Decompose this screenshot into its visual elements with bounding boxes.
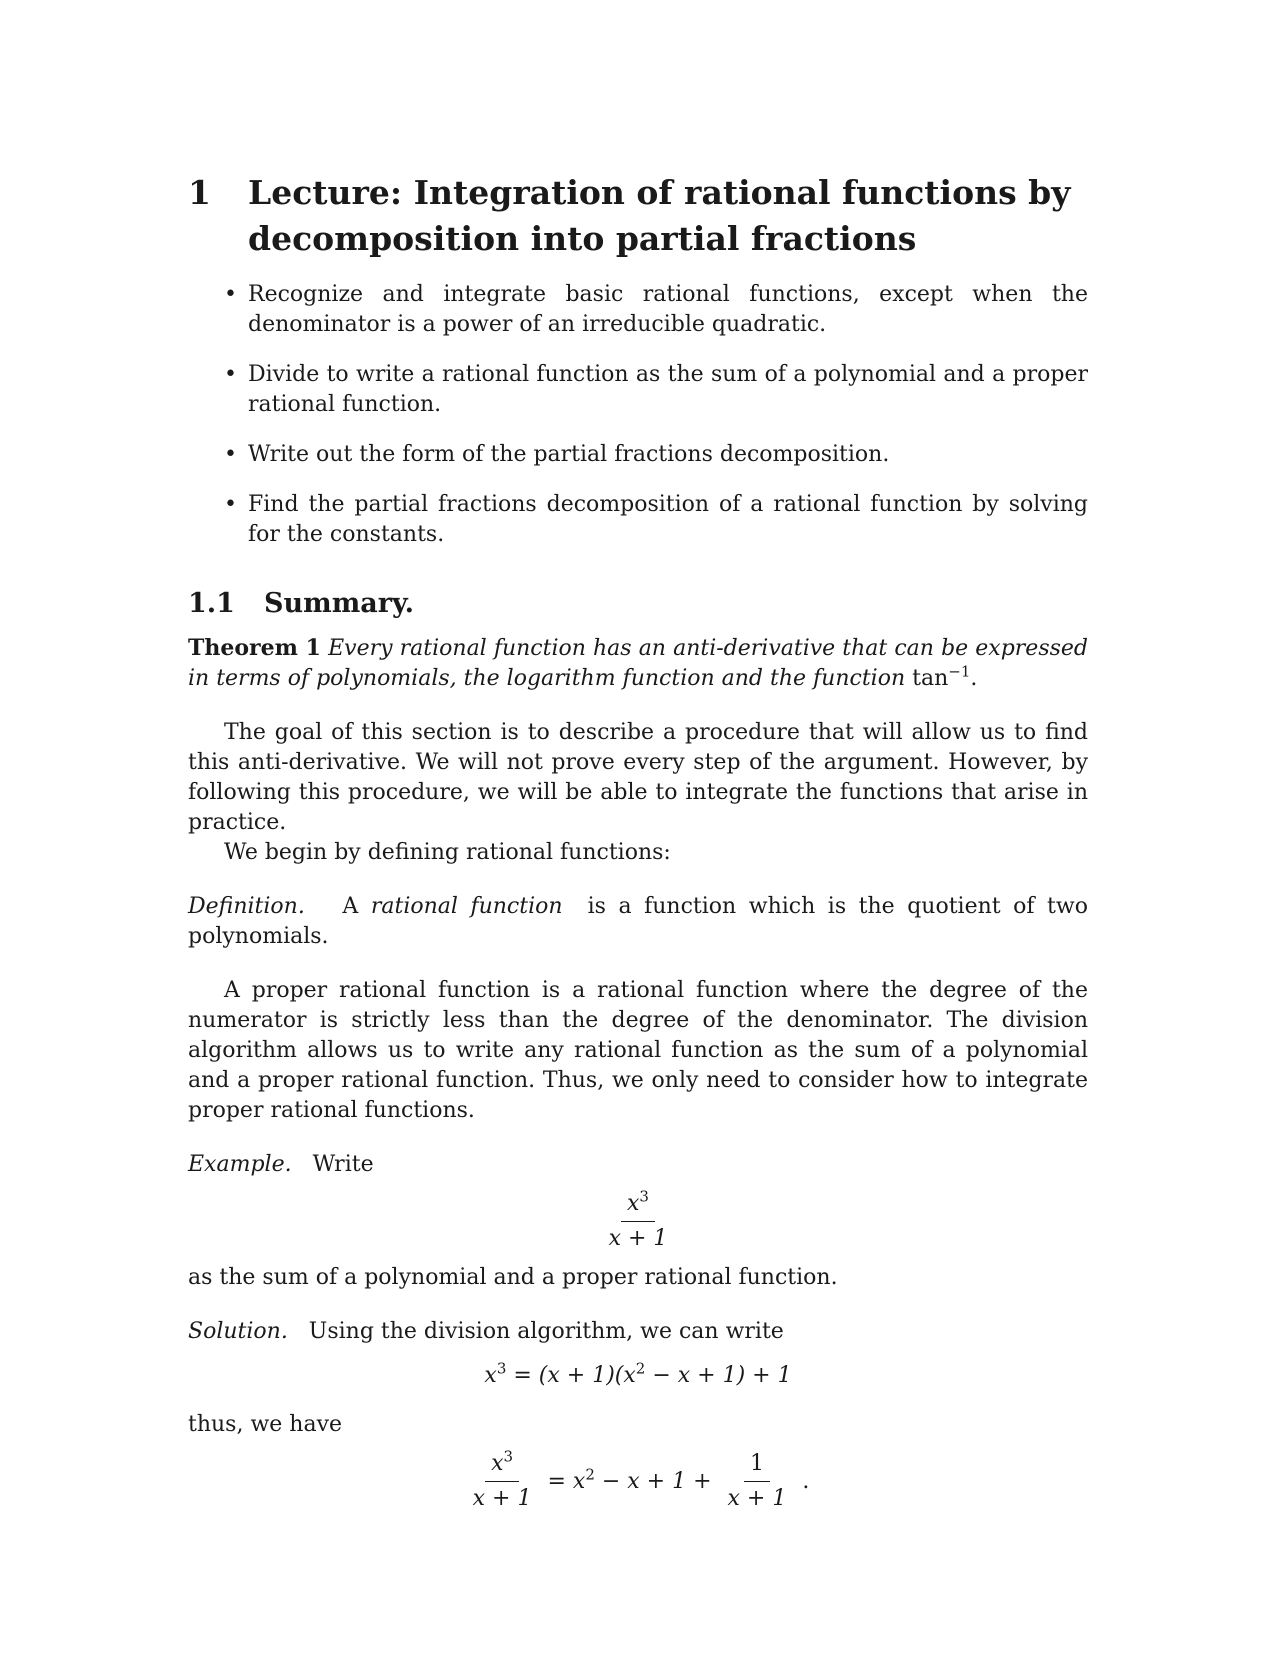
example-label: Example.	[188, 1152, 292, 1177]
section-title: Lecture: Integration of rational functions by decomposition into partial fractions	[248, 173, 1071, 258]
paragraph-proper: A proper rational function is a rational function where the degree of the numerator is strictly less than the degree of the denominator. The division algorithm allows us to write any rational function as the sum of a polynomial and a proper rational function. Thus, we only need to consider how to integrate proper rational functions.	[188, 978, 1088, 1123]
example: Example. Write	[188, 1152, 374, 1177]
theorem: Theorem 1 Every rational function has an anti-derivative that can be expressed in terms of polynomials, the logarithm function and the function $\tan^{-1}$.	[188, 635, 1088, 691]
bullet-icon: •	[224, 362, 237, 387]
example-after: as the sum of a polynomial and a proper rational function.	[188, 1265, 838, 1290]
decomposition-equation: $\frac{x^3}{x + 1}$ = $x^2 - x + 1$ + $\frac{1}{x + 1}$ .	[472, 1447, 810, 1511]
list-item: • Find the partial fractions decomposition of a rational function by solving for the constants.	[224, 492, 1088, 547]
subsection-title: Summary.	[264, 588, 414, 619]
page-content	[188, 170, 1088, 1523]
definition-term: rational function	[370, 894, 563, 919]
division-equation: $x^3 = (x + 1)(x^2 - x + 1) + 1$	[484, 1359, 792, 1388]
theorem-exp: −1	[948, 662, 971, 681]
solution: Solution. Using the division algorithm, we can write	[188, 1319, 784, 1344]
paragraph-goal: The goal of this section is to describe a procedure that will allow us to find this anti-derivative. We will not prove every step of the argument. However, by following this procedure, we will be able to integrate the functions that arise in practice.	[188, 720, 1088, 835]
learning-goals-list	[188, 280, 1088, 550]
solution-label: Solution.	[188, 1319, 288, 1344]
theorem-func: tan	[912, 666, 949, 691]
bullet-icon: •	[224, 282, 237, 307]
list-item: • Write out the form of the partial fractions decomposition.	[188, 440, 1088, 470]
list-item: • Recognize and integrate basic rational functions, except when the denominator is a power of an irreducible quadratic.	[224, 282, 1088, 337]
theorem-label: Theorem 1	[188, 635, 321, 661]
list-item: • Divide to write a rational function as the sum of a polynomial and a proper rational function.	[224, 362, 1088, 417]
theorem-text: Every rational function has an anti-derivative that can be expressed in terms of polynomials, the logarithm function and the function	[188, 636, 1088, 691]
example-fraction: $\frac{x^3}{x + 1}$	[608, 1187, 668, 1251]
definition-label: Definition.	[188, 894, 305, 919]
section-number: 1	[188, 173, 211, 212]
bullet-icon: •	[224, 442, 237, 467]
subsection-number: 1.1	[188, 588, 235, 619]
bullet-icon: •	[224, 492, 237, 517]
section-heading	[188, 170, 1088, 262]
definition: Definition. A rational function is a function which is the quotient of two polynomials.	[188, 894, 1088, 949]
paragraph-begin: We begin by defining rational functions:	[224, 840, 671, 865]
subsection-heading	[188, 588, 1088, 619]
thus-text: thus, we have	[188, 1412, 343, 1437]
